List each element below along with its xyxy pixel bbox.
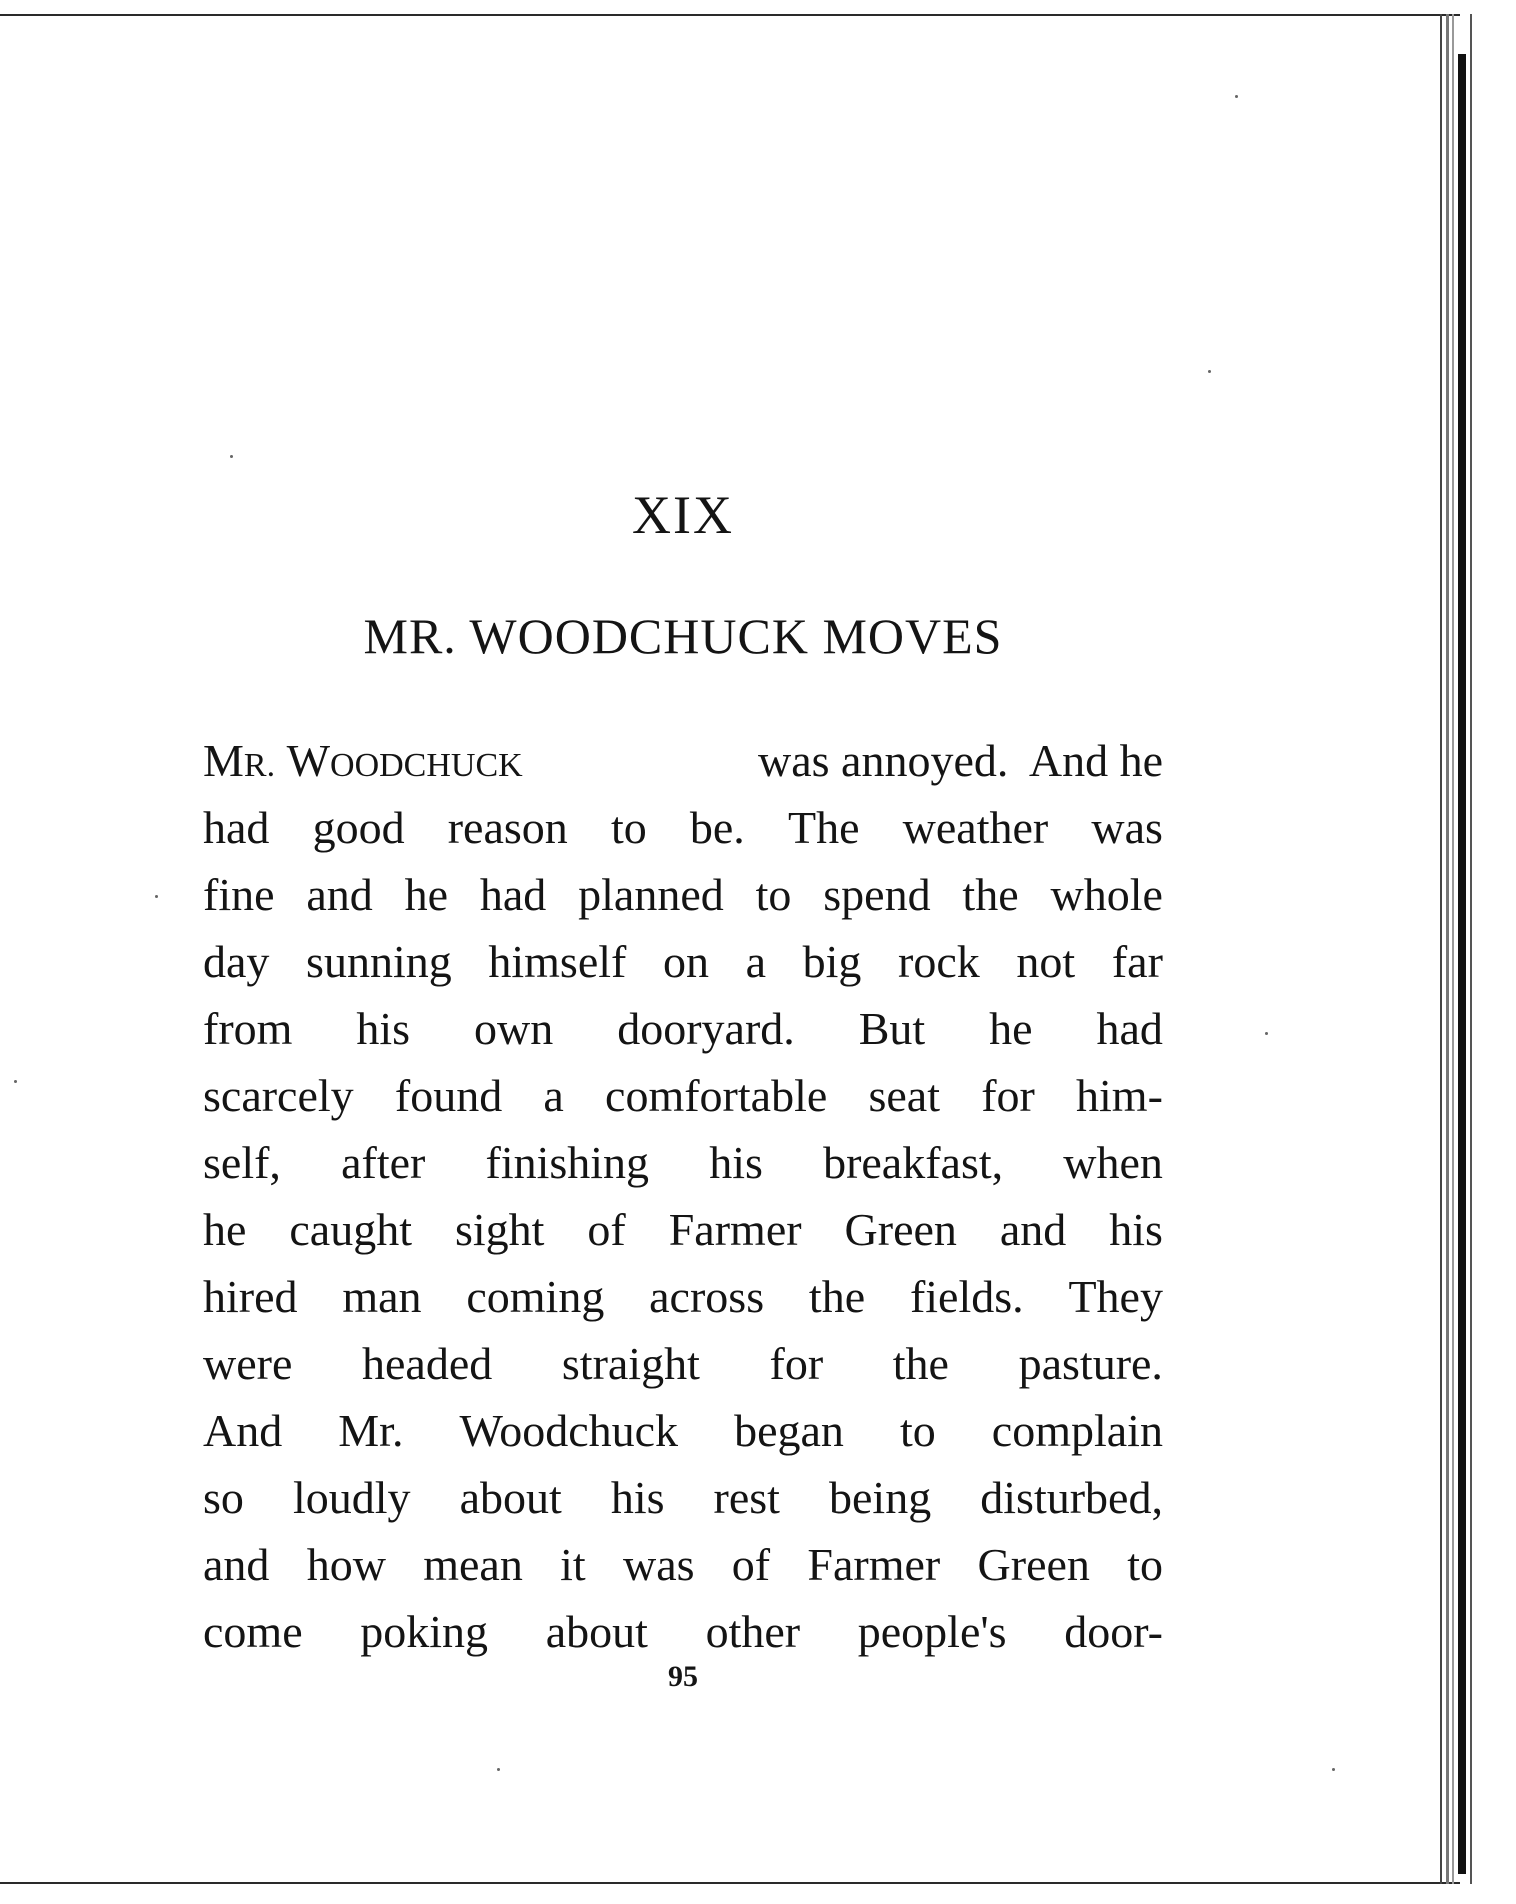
text-line: [203, 727, 1163, 794]
bottom-rule: [0, 1882, 1460, 1884]
text-line: had good reason to be. The weather was: [203, 802, 1163, 853]
chapter-title: MR. WOODCHUCK MOVES: [363, 608, 1003, 664]
book-spine-edge: [1440, 14, 1480, 1884]
text-line: so loudly about his rest being disturbed,: [203, 1472, 1163, 1523]
chapter-number: XIX: [632, 485, 734, 545]
text-line: were headed straight for the pasture.: [203, 1338, 1163, 1389]
text-line: scarcely found a comfortable seat for him-: [203, 1070, 1163, 1121]
text-line: fine and he had planned to spend the whole: [203, 869, 1163, 920]
text-line: self, after finishing his breakfast, when: [203, 1137, 1163, 1188]
scan-speck: [1265, 1032, 1268, 1035]
body-text: [203, 727, 1163, 1665]
page-number: 95: [668, 1660, 698, 1693]
small-caps-name: MR. WOODCHUCK: [203, 735, 523, 786]
line-remainder: was annoyed. And he: [758, 735, 1163, 786]
scan-speck: [497, 1768, 500, 1771]
text-line: hired man coming across the fields. They: [203, 1271, 1163, 1322]
scan-speck: [1208, 370, 1211, 373]
text-line: and how mean it was of Farmer Green to: [203, 1539, 1163, 1590]
scan-speck: [230, 455, 233, 458]
top-rule: [0, 14, 1460, 16]
scan-speck: [14, 1080, 17, 1083]
text-line: And Mr. Woodchuck began to complain: [203, 1405, 1163, 1456]
text-line: from his own dooryard. But he had: [203, 1003, 1163, 1054]
scan-speck: [1332, 1768, 1335, 1771]
text-line: he caught sight of Farmer Green and his: [203, 1204, 1163, 1255]
scan-speck: [155, 895, 158, 898]
scan-speck: [1235, 95, 1238, 98]
text-line: come poking about other people's door-: [203, 1606, 1163, 1657]
text-line: day sunning himself on a big rock not far: [203, 936, 1163, 987]
